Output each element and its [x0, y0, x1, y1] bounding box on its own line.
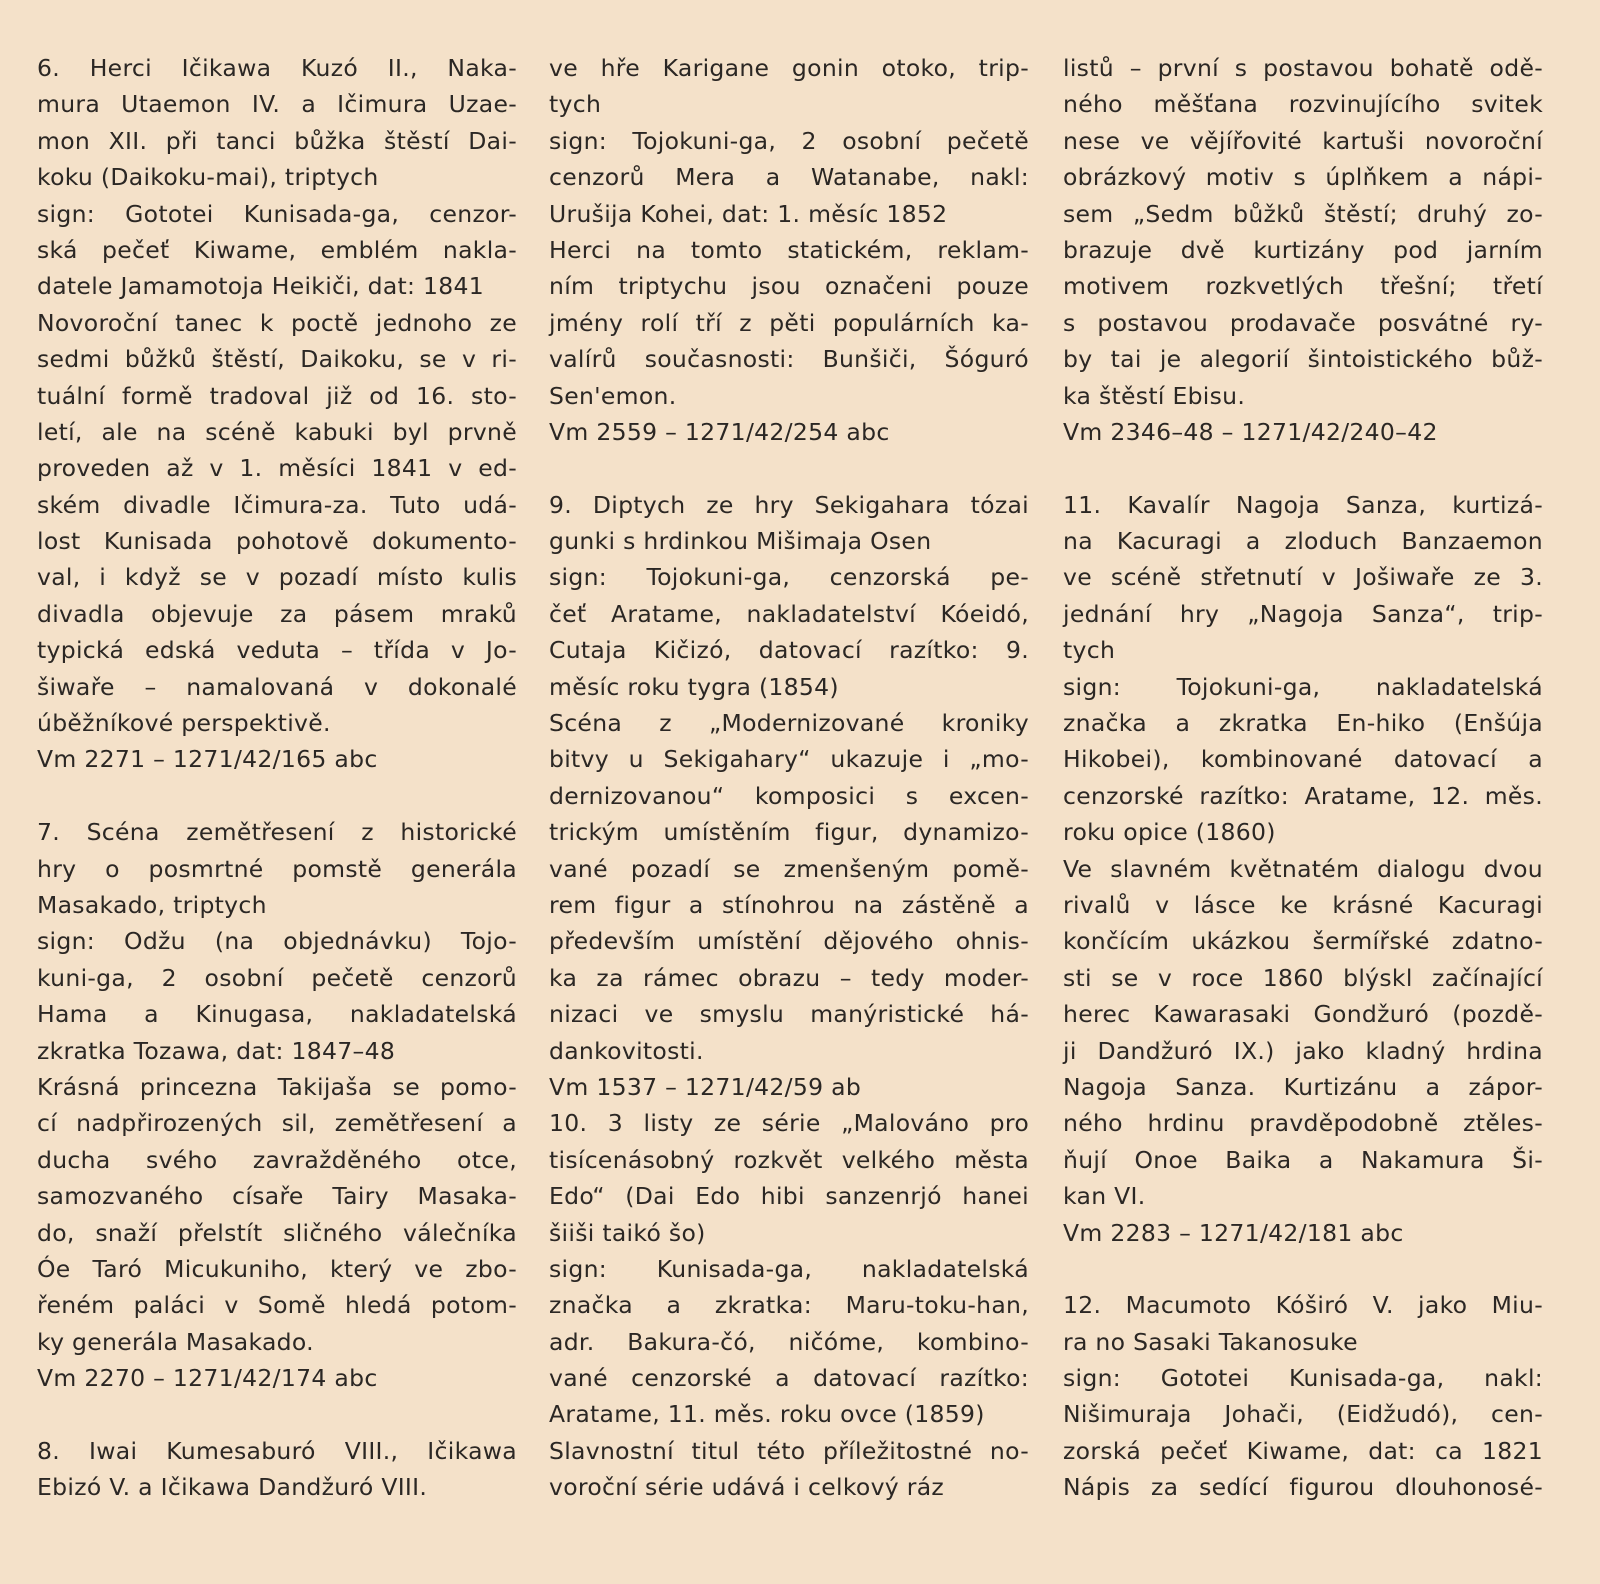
text-line: Krásná princezna Takijaša se pomo-: [37, 1072, 517, 1101]
paragraph: [37, 196, 517, 305]
paragraph: [1063, 50, 1543, 414]
paragraph: [37, 50, 517, 196]
text-line: jednání hry „Nagoja Sanza“, trip-: [1063, 599, 1543, 628]
text-line: cí nadpřirozených sil, zemětřesení a: [37, 1109, 517, 1138]
text-line: proveden až v 1. měsíci 1841 v ed-: [37, 454, 517, 483]
text-line: Nagoja Sanza. Kurtizánu a zápor-: [1063, 1072, 1543, 1101]
text-line: 11. Kavalír Nagoja Sanza, kurtizá-: [1063, 490, 1543, 519]
text-line: Ve slavném květnatém dialogu dvou: [1063, 854, 1543, 883]
text-line: Vm 2346–48 – 1271/42/240–42: [1063, 417, 1438, 446]
text-line: na Kacuragi a zloduch Banzaemon: [1063, 527, 1543, 556]
paragraph: [37, 1433, 517, 1506]
paragraph: [549, 232, 1029, 414]
text-line: koku (Daikoku-mai), triptych: [37, 163, 379, 192]
text-line: divadla objevuje za pásem mraků: [37, 599, 517, 628]
text-line: značka a zkratka En-hiko (Enšúja: [1063, 709, 1543, 738]
text-line: ním triptychu jsou označeni pouze: [549, 272, 1029, 301]
text-line: ného měšťana rozvinujícího svitek: [1063, 90, 1543, 119]
text-line: bitvy u Sekigahary“ ukazuje i „mo-: [549, 745, 1029, 774]
text-line: značka a zkratka: Maru-toku-han,: [549, 1291, 1029, 1320]
text-line: ňují Onoe Baika a Nakamura Ši-: [1063, 1145, 1543, 1174]
text-column-2: [549, 50, 1029, 1506]
text-line: Urušija Kohei, dat: 1. měsíc 1852: [549, 199, 948, 228]
text-line: typická edská veduta – třída v Jo-: [37, 636, 517, 665]
paragraph: [549, 50, 1029, 123]
text-line: zorská pečeť Kiwame, dat: ca 1821: [1063, 1436, 1543, 1465]
paragraph: [549, 1433, 1029, 1506]
paragraph: [549, 705, 1029, 1069]
text-line: úběžníkové perspektivě.: [37, 709, 331, 738]
text-line: mon XII. při tanci bůžka štěstí Dai-: [37, 126, 517, 155]
text-line: letí, ale na scéně kabuki byl prvně: [37, 417, 517, 446]
text-line: Hama a Kinugasa, nakladatelská: [37, 1000, 517, 1029]
text-column-3: [1063, 50, 1543, 1506]
paragraph: [1063, 669, 1543, 851]
text-line: Novoroční tanec k poctě jednoho ze: [37, 308, 517, 337]
text-line: datele Jamamotoja Heikiči, dat: 1841: [37, 272, 485, 301]
text-line: val, i když se v pozadí místo kulis: [37, 563, 517, 592]
text-line: 10. 3 listy ze série „Malováno pro: [549, 1109, 1029, 1138]
paragraph: [549, 414, 1029, 450]
text-line: 7. Scéna zemětřesení z historické: [37, 818, 517, 847]
text-line: dernizovanou“ komposici s excen-: [549, 781, 1029, 810]
text-line: ském divadle Ičimura-za. Tuto udá-: [37, 490, 517, 519]
text-line: Sen'emon.: [549, 381, 677, 410]
text-line: 8. Iwai Kumesaburó VIII., Ičikawa: [37, 1436, 517, 1465]
text-line: čeť Aratame, nakladatelství Kóeidó,: [549, 599, 1029, 628]
text-line: zkratka Tozawa, dat: 1847–48: [37, 1036, 396, 1065]
text-line: Herci na tomto statickém, reklam-: [549, 235, 1029, 264]
text-column-1: [37, 50, 517, 1506]
text-line: sign: Kunisada-ga, nakladatelská: [549, 1254, 1029, 1283]
text-line: Nišimuraja Johači, (Eidžudó), cen-: [1063, 1400, 1543, 1429]
text-line: Vm 2559 – 1271/42/254 abc: [549, 417, 890, 446]
text-line: ve hře Karigane gonin otoko, trip-: [549, 54, 1029, 82]
text-line: 12. Macumoto Kóširó V. jako Miu-: [1063, 1291, 1543, 1320]
text-line: kuni-ga, 2 osobní pečetě cenzorů: [37, 963, 517, 992]
text-line: brazuje dvě kurtizány pod jarním: [1063, 235, 1543, 264]
text-line: Vm 1537 – 1271/42/59 ab: [549, 1072, 862, 1101]
text-line: šiiši taikó šo): [549, 1218, 706, 1247]
text-line: adr. Bakura-čó, ničóme, kombino-: [549, 1327, 1029, 1356]
text-line: Slavnostní titul této příležitostné no-: [549, 1436, 1029, 1465]
text-line: ji Dandžuró IX.) jako kladný hrdina: [1063, 1036, 1543, 1065]
paragraph: [1063, 1360, 1543, 1506]
text-line: nese ve vějířovité kartuši novoroční: [1063, 126, 1543, 155]
text-line: Edo“ (Dai Edo hibi sanzenrjó hanei: [549, 1182, 1029, 1211]
text-line: řeném paláci v Somě hledá potom-: [37, 1291, 517, 1320]
text-line: ra no Sasaki Takanosuke: [1063, 1327, 1358, 1356]
text-line: rivalů v lásce ke krásné Kacuragi: [1063, 890, 1543, 919]
text-line: Hikobei), kombinované datovací a: [1063, 745, 1543, 774]
text-line: cenzorů Mera a Watanabe, nakl:: [549, 163, 1029, 192]
paragraph: [37, 923, 517, 1069]
text-line: ného hrdinu pravděpodobně ztěles-: [1063, 1109, 1543, 1138]
text-line: sign: Gototei Kunisada-ga, nakl:: [1063, 1364, 1543, 1393]
text-line: Aratame, 11. měs. roku ovce (1859): [549, 1400, 985, 1429]
text-line: nizaci ve smyslu manýristické há-: [549, 1000, 1029, 1029]
text-line: gunki s hrdinkou Mišimaja Osen: [549, 527, 932, 556]
paragraph: [549, 1069, 1029, 1105]
text-line: valírů současnosti: Bunšiči, Šóguró: [549, 345, 1029, 374]
text-line: Nápis za sedící figurou dlouhonosé-: [1063, 1473, 1543, 1502]
paragraph: [1063, 1215, 1543, 1251]
text-line: vané pozadí se zmenšeným pomě-: [549, 854, 1029, 883]
text-line: s postavou prodavače posvátné ry-: [1063, 308, 1543, 337]
text-line: 6. Herci Ičikawa Kuzó II., Naka-: [37, 54, 517, 82]
text-line: ská pečeť Kiwame, emblém nakla-: [37, 235, 517, 264]
paragraph: [549, 1251, 1029, 1433]
text-line: cenzorské razítko: Aratame, 12. měs.: [1063, 781, 1543, 810]
text-line: 9. Diptych ze hry Sekigahara tózai: [549, 490, 1029, 519]
text-line: Óe Taró Micukuniho, který ve zbo-: [37, 1254, 517, 1283]
text-line: lost Kunisada pohotově dokumento-: [37, 527, 517, 556]
text-line: Vm 2271 – 1271/42/165 abc: [37, 745, 378, 774]
text-line: herec Kawarasaki Gondžuró (pozdě-: [1063, 1000, 1543, 1029]
paragraph: [37, 1360, 517, 1396]
text-line: tisícenásobný rozkvět velkého města: [549, 1145, 1029, 1174]
paragraph: [549, 487, 1029, 560]
text-line: sedmi bůžků štěstí, Daikoku, se v ri-: [37, 345, 517, 374]
text-line: tych: [1063, 636, 1116, 665]
text-line: Scéna z „Modernizované kroniky: [549, 709, 1029, 738]
text-line: sign: Tojokuni-ga, 2 osobní pečetě: [549, 126, 1029, 155]
text-line: listů – první s postavou bohatě odě-: [1063, 54, 1543, 82]
text-line: měsíc roku tygra (1854): [549, 672, 839, 701]
text-line: motivem rozkvetlých třešní; třetí: [1063, 272, 1543, 301]
text-line: sign: Tojokuni-ga, cenzorská pe-: [549, 563, 1029, 592]
text-line: do, snaží přelstít sličného válečníka: [37, 1218, 517, 1247]
text-line: končícím ukázkou šermířské zdatno-: [1063, 927, 1543, 956]
text-line: ka za rámec obrazu – tedy moder-: [549, 963, 1029, 992]
text-line: trickým umístěním figur, dynamizo-: [549, 818, 1029, 847]
text-line: by tai je alegorií šintoistického bůž-: [1063, 345, 1543, 374]
text-line: rem figur a stínohrou na zástěně a: [549, 890, 1029, 919]
text-line: tuální formě tradoval již od 16. sto-: [37, 381, 517, 410]
text-line: samozvaného císaře Tairy Masaka-: [37, 1182, 517, 1211]
text-line: Vm 2283 – 1271/42/181 abc: [1063, 1218, 1404, 1247]
text-line: ka štěstí Ebisu.: [1063, 381, 1246, 410]
paragraph: [1063, 851, 1543, 1215]
paragraph: [549, 559, 1029, 705]
text-line: hry o posmrtné pomstě generála: [37, 854, 517, 883]
paragraph: [549, 1105, 1029, 1251]
text-line: Vm 2270 – 1271/42/174 abc: [37, 1364, 378, 1393]
text-line: mura Utaemon IV. a Ičimura Uzae-: [37, 90, 517, 119]
text-line: šiwaře – namalovaná v dokonalé: [37, 672, 517, 701]
text-line: sign: Tojokuni-ga, nakladatelská: [1063, 672, 1543, 701]
text-line: jmény rolí tří z pěti populárních ka-: [549, 308, 1029, 337]
text-line: obrázkový motiv s úplňkem a nápi-: [1063, 163, 1543, 192]
text-line: sign: Odžu (na objednávku) Tojo-: [37, 927, 517, 956]
text-line: ducha svého zavražděného otce,: [37, 1145, 517, 1174]
paragraph: [37, 814, 517, 923]
text-line: Masakado, triptych: [37, 890, 267, 919]
text-line: dankovitosti.: [549, 1036, 704, 1065]
text-line: tych: [549, 90, 602, 119]
paragraph: [549, 123, 1029, 232]
text-line: sti se v roce 1860 blýskl začínající: [1063, 963, 1543, 992]
text-line: kan VI.: [1063, 1182, 1146, 1211]
text-line: voroční série udává i celkový ráz: [549, 1473, 945, 1502]
paragraph: [37, 1069, 517, 1360]
paragraph: [1063, 1287, 1543, 1360]
text-line: sign: Gototei Kunisada-ga, cenzor-: [37, 199, 517, 228]
paragraph: [1063, 487, 1543, 669]
text-line: Cutaja Kičizó, datovací razítko: 9.: [549, 636, 1029, 665]
paragraph: [1063, 414, 1543, 450]
text-line: roku opice (1860): [1063, 818, 1276, 847]
text-line: především umístění dějového ohnis-: [549, 927, 1029, 956]
text-line: ky generála Masakado.: [37, 1327, 314, 1356]
text-line: Ebizó V. a Ičikawa Dandžuró VIII.: [37, 1473, 428, 1502]
text-line: vané cenzorské a datovací razítko:: [549, 1364, 1029, 1393]
text-line: ve scéně střetnutí v Jošiwaře ze 3.: [1063, 563, 1543, 592]
paragraph: [37, 741, 517, 777]
text-line: sem „Sedm bůžků štěstí; druhý zo-: [1063, 199, 1543, 228]
paragraph: [37, 305, 517, 742]
